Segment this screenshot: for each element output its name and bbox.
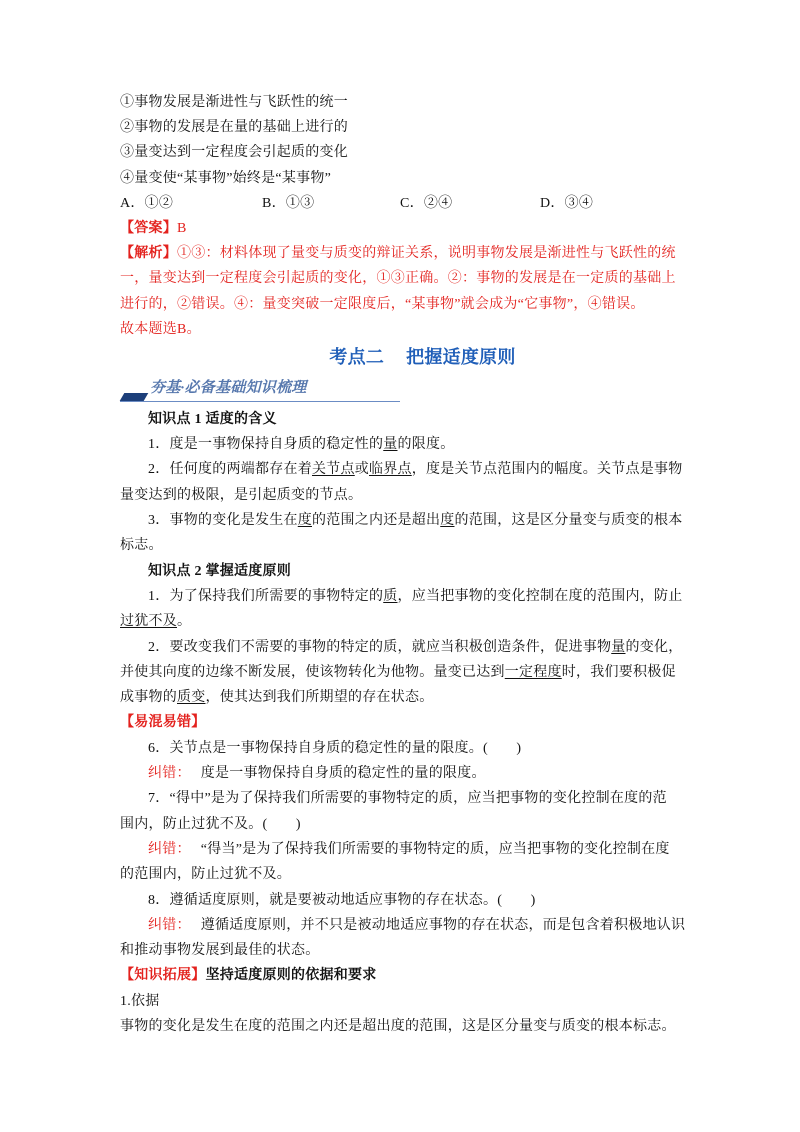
mistake-7-fix-text-1: “得当”是为了保持我们所需要的事物特定的质，应当把事物的变化控制在度 bbox=[200, 841, 670, 857]
kp2-item-1-cont bbox=[120, 609, 695, 634]
kp2-item-2-cont-2 bbox=[120, 685, 695, 710]
analysis-line-2: 一，量变达到一定程度会引起质的变化，①③正确。②：事物的发展是在一定质的基础上 bbox=[120, 271, 676, 287]
analysis-line-4: 故本题选B。 bbox=[120, 321, 201, 337]
answer-value: B bbox=[177, 220, 187, 236]
choice-b: B．①③ bbox=[262, 195, 315, 211]
extension-text: 事物的变化是发生在度的范围之内还是超出度的范围，这是区分量变与质变的根本标志。 bbox=[120, 1019, 676, 1034]
mistake-8-fix bbox=[120, 913, 695, 938]
choice-a: A．①② bbox=[120, 195, 174, 211]
kp1-item2-text-b: 或 bbox=[354, 462, 369, 478]
mistake-6-fix-text: 度是一事物保持自身质的稳定性的量的限度。 bbox=[200, 766, 486, 782]
section-title bbox=[120, 342, 695, 372]
kp2-item1-cont-underline: 过犹不及 bbox=[120, 614, 177, 630]
statement-3: ③量变达到一定程度会引起质的变化 bbox=[120, 145, 348, 161]
fix-label: 纠错： bbox=[148, 841, 191, 857]
kp2-item2-text-a: 2．要改变我们不需要的事物的特定的质，就应当积极创造条件，促进事物 bbox=[148, 639, 612, 655]
extension-label: 【知识拓展】 bbox=[120, 968, 206, 984]
mistake-7-question-1: 7．“得中”是为了保持我们所需要的事物特定的质，应当把事物的变化控制在度的范 bbox=[148, 791, 667, 807]
kp1-item2-underline-2: 临界点 bbox=[369, 462, 412, 478]
kp1-item1-text-b: 的限度。 bbox=[397, 437, 455, 453]
kp2-item2-cont1-text-b: 时，我们要积极促 bbox=[561, 664, 676, 680]
kp2-item2-cont2-text-b: ，使其达到我们所期望的存在状态。 bbox=[205, 690, 434, 706]
kp1-item3-underline-2: 度 bbox=[440, 513, 455, 529]
mistake-6-fix bbox=[120, 761, 695, 786]
extension-section bbox=[120, 963, 695, 1039]
section-banner bbox=[120, 372, 400, 402]
mistake-8-fix-cont: 和推动事物发展到最佳的状态。 bbox=[120, 943, 320, 959]
kp2-title: 知识点 2 掌握适度原则 bbox=[148, 563, 291, 579]
kp2-item2-cont2-text-a: 成事物的 bbox=[120, 690, 177, 706]
choice-d: D．③④ bbox=[540, 195, 594, 211]
statement-4: ④量变使“某事物”始终是“某事物” bbox=[120, 170, 332, 186]
section-title-prefix: 考点二 bbox=[329, 346, 385, 367]
answer-label: 【答案】 bbox=[120, 220, 177, 236]
fix-label: 纠错： bbox=[148, 917, 191, 933]
kp1-item3-text-a: 3．事物的变化是发生在 bbox=[148, 513, 298, 529]
kp1-item3-underline-1: 度 bbox=[297, 513, 312, 529]
kp1-item3-text-b: 的范围之内还是超出 bbox=[312, 513, 441, 529]
kp1-title: 知识点 1 适度的含义 bbox=[148, 411, 277, 427]
kp1-item-2 bbox=[120, 457, 695, 482]
analysis-line-1 bbox=[120, 241, 695, 266]
mistake-7-fix bbox=[120, 837, 695, 862]
kp2-item2-cont2-underline: 质变 bbox=[177, 690, 206, 706]
kp2-item-2 bbox=[120, 635, 695, 660]
mistake-7-fix-cont: 的范围内，防止过犹不及。 bbox=[120, 867, 291, 883]
knowledge-point-1 bbox=[120, 407, 695, 559]
knowledge-point-2 bbox=[120, 559, 695, 711]
extension-title: 坚持适度原则的依据和要求 bbox=[205, 968, 377, 984]
kp2-item-1 bbox=[120, 584, 695, 609]
kp2-item1-text-b: ，应当把事物的变化控制在度的范围内，防止 bbox=[397, 588, 683, 604]
banner-text: 夯基·必备基础知识梳理 bbox=[150, 379, 307, 396]
kp2-item-2-cont-1 bbox=[120, 660, 695, 685]
kp2-item1-underline: 质 bbox=[383, 588, 398, 604]
kp1-item-3-cont: 标志。 bbox=[120, 538, 163, 554]
kp1-item1-underline: 量 bbox=[383, 437, 398, 453]
section-title-main: 把握适度原则 bbox=[406, 346, 516, 367]
kp1-item3-text-c: 的范围，这是区分量变与质变的根本 bbox=[454, 513, 683, 529]
choices-row bbox=[120, 191, 695, 216]
mistake-6-question: 6．关节点是一事物保持自身质的稳定性的量的限度。( ) bbox=[148, 740, 522, 756]
analysis-line-3: 进行的，②错误。④：量变突破一定限度后，“某事物”就会成为“它事物”，④错误。 bbox=[120, 296, 645, 312]
fix-label: 纠错： bbox=[148, 766, 191, 782]
banner-mark-icon bbox=[120, 393, 149, 401]
mistake-8-question: 8．遵循适度原则，就是要被动地适应事物的存在状态。( ) bbox=[148, 892, 536, 908]
extension-heading bbox=[120, 963, 695, 988]
mistake-7-question-2: 围内，防止过犹不及。( ) bbox=[120, 816, 301, 832]
kp1-item-1 bbox=[120, 432, 695, 457]
analysis-text-1: ①③：材料体现了量变与质变的辩证关系，说明事物发展是渐进性与飞跃性的统 bbox=[177, 246, 676, 262]
mistake-8-fix-text-1: 遵循适度原则，并不只是被动地适应事物的存在状态，而是包含着积极地认识 bbox=[200, 917, 686, 933]
kp2-item2-cont1-underline: 一定程度 bbox=[504, 664, 562, 680]
kp1-item2-underline-1: 关节点 bbox=[312, 462, 355, 478]
kp2-item2-cont1-text-a: 并使其向度的边缘不断发展，使该物转化为他物。量变已达到 bbox=[120, 664, 505, 680]
kp1-item2-text-c: ，度是关节点范围内的幅度。关节点是事物 bbox=[411, 462, 683, 478]
kp1-item1-text-a: 1．度是一事物保持自身质的稳定性的 bbox=[148, 437, 384, 453]
extension-subheading: 1.依据 bbox=[120, 993, 160, 1009]
kp1-item2-text-a: 2．任何度的两端都存在着 bbox=[148, 462, 312, 478]
kp1-item-2-cont: 量变达到的极限，是引起质变的节点。 bbox=[120, 487, 363, 503]
mistakes-heading: 【易混易错】 bbox=[120, 715, 206, 731]
choice-c: C．②④ bbox=[400, 195, 453, 211]
kp2-item2-text-b: 的变化， bbox=[625, 639, 683, 655]
answer-line bbox=[120, 216, 695, 241]
document-page bbox=[120, 90, 695, 1039]
statement-1: ①事物发展是渐进性与飞跃性的统一 bbox=[120, 95, 348, 110]
kp2-item2-underline: 量 bbox=[611, 639, 626, 655]
kp2-item1-cont-text: 。 bbox=[177, 614, 192, 630]
kp2-item1-text-a: 1．为了保持我们所需要的事物特定的 bbox=[148, 588, 384, 604]
statement-2: ②事物的发展是在量的基础上进行的 bbox=[120, 120, 348, 136]
kp1-item-3 bbox=[120, 508, 695, 533]
analysis-label: 【解析】 bbox=[120, 246, 177, 262]
question-block bbox=[120, 90, 695, 342]
mistakes-section bbox=[120, 710, 695, 963]
